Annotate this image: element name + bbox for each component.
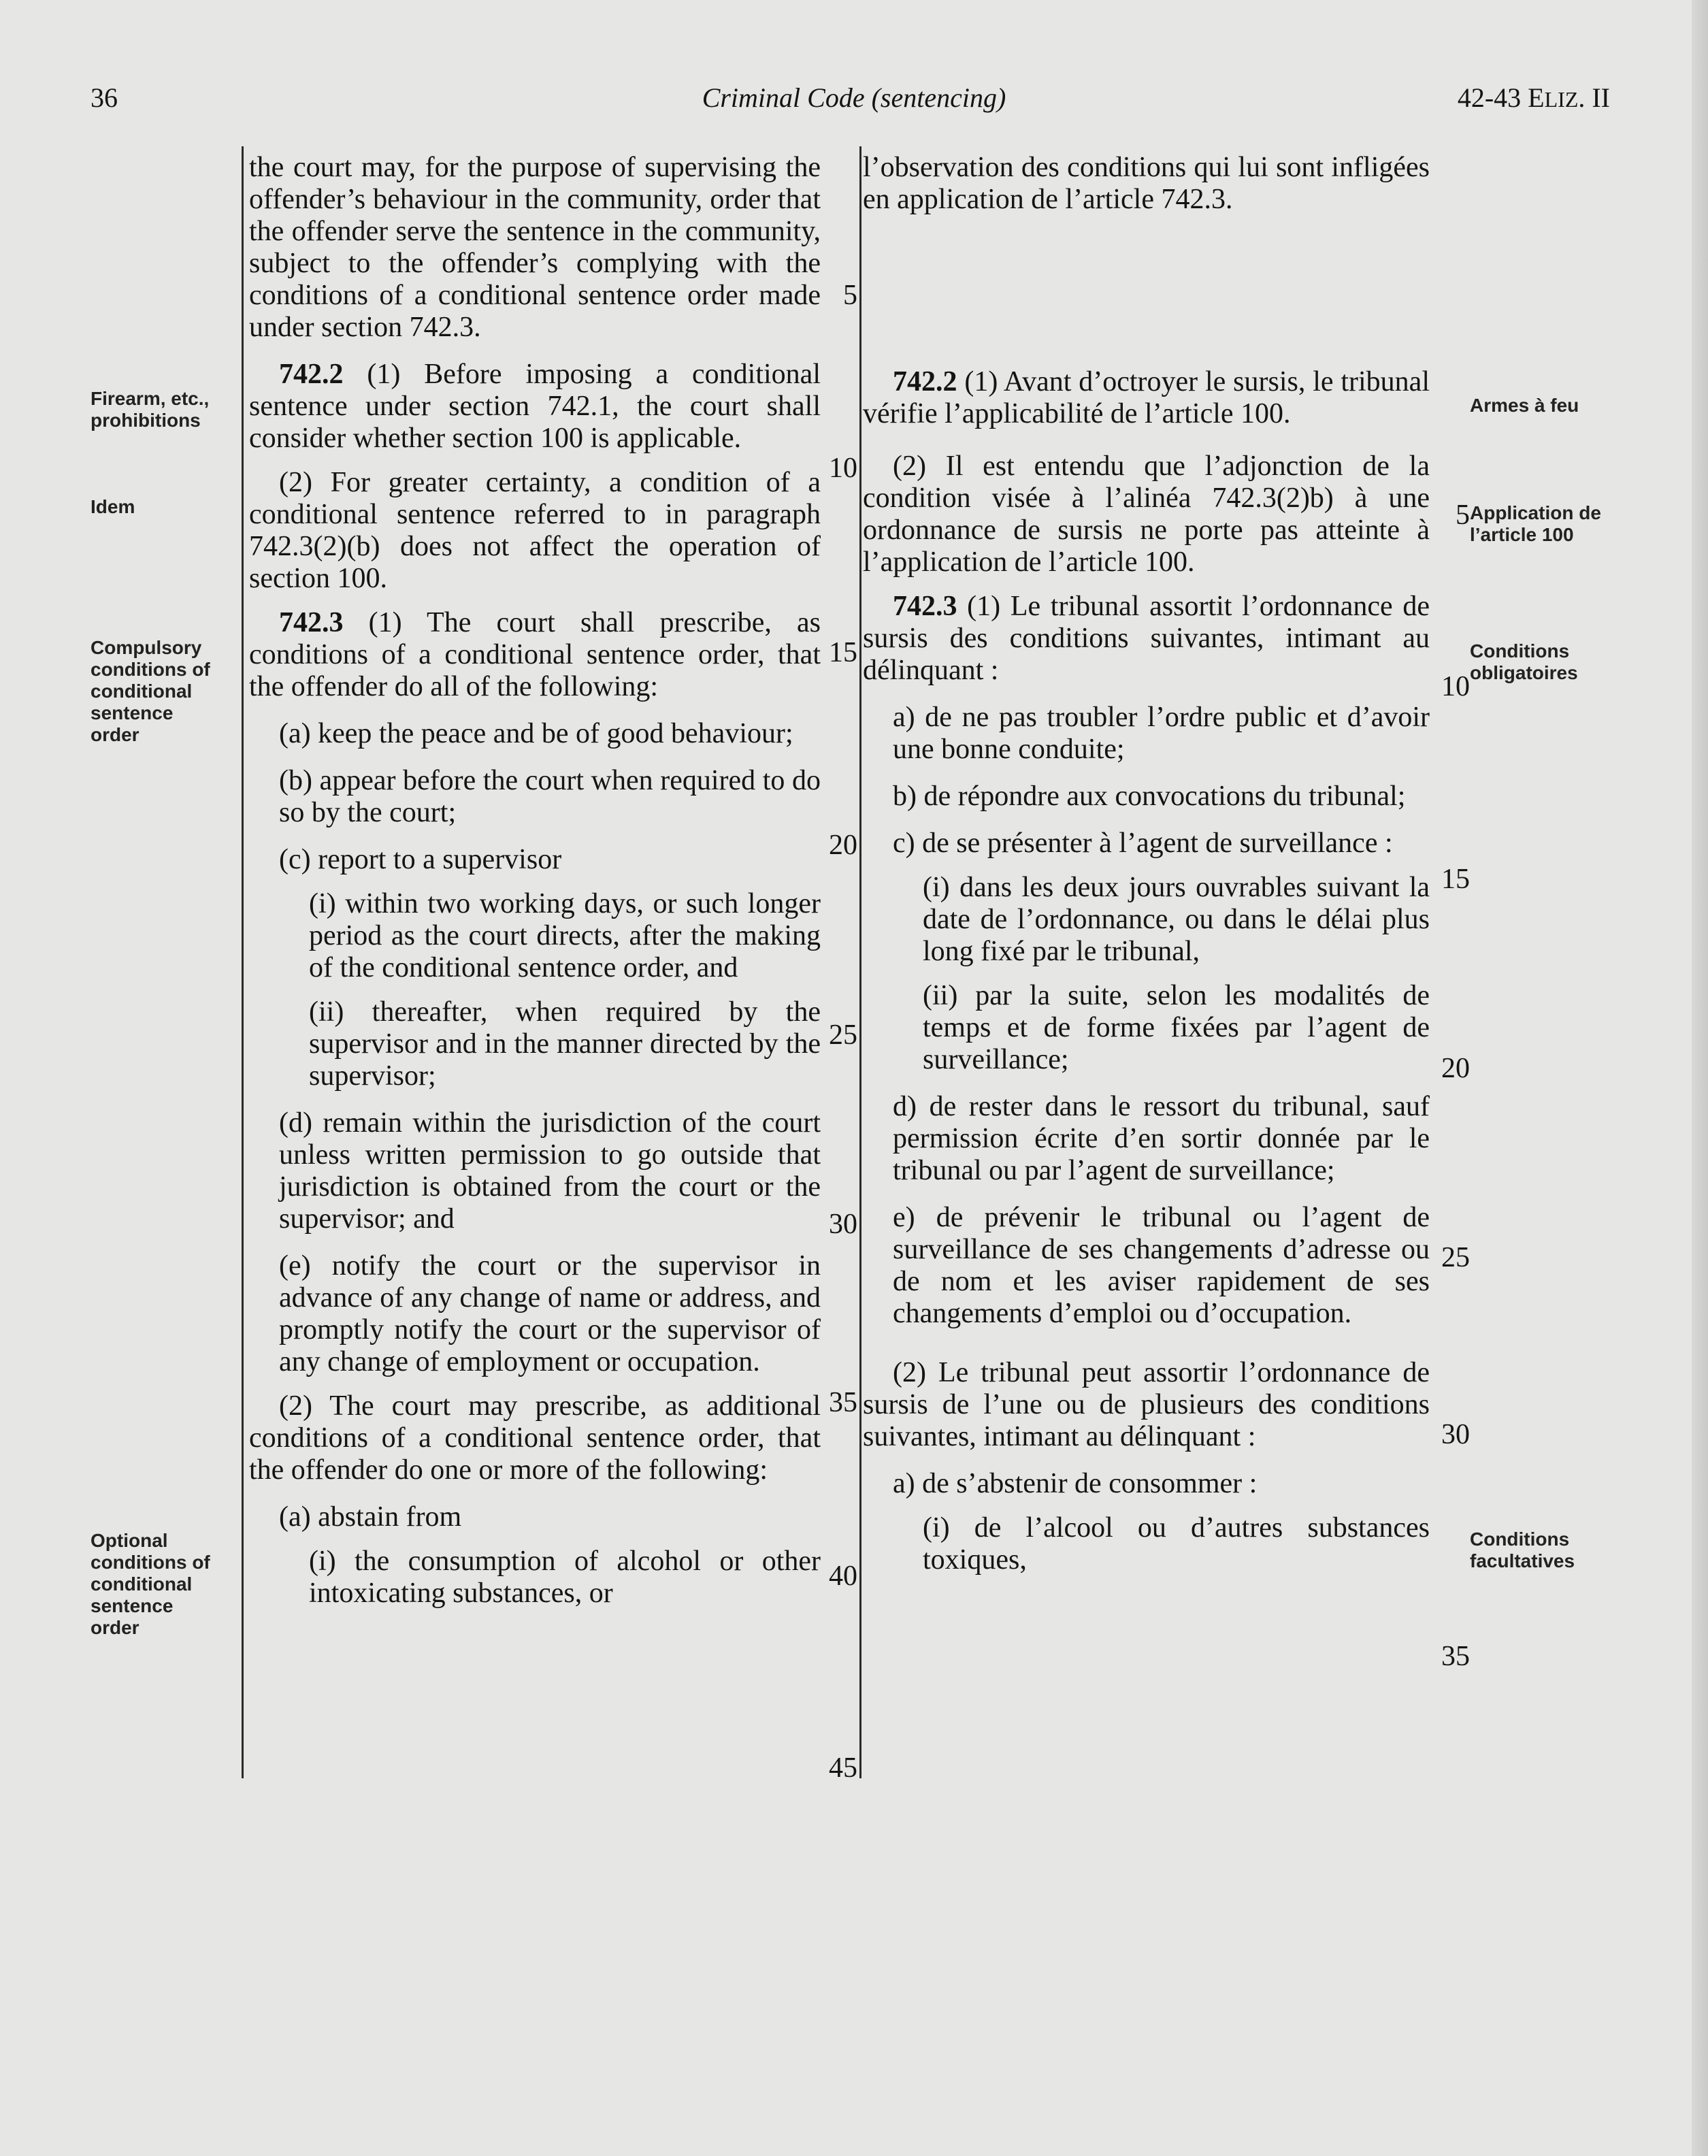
en-paragraph-c: (c) report to a supervisor [279, 844, 562, 875]
en-section-text: (1) Before imposing a conditional sentence under section 742.1, the court shall consider whether section 100 is applicable. [249, 359, 821, 454]
column-rule-center [859, 146, 861, 1778]
en-section-742-2-1 [249, 359, 821, 455]
fr-section-number: 742.2 [893, 366, 957, 397]
running-title: Criminal Code (sentencing) [702, 82, 1006, 113]
en-section-742-3-2: (2) The court may prescribe, as additional conditions of a conditional sentence order, that the offender do one or more of the following: [249, 1390, 821, 1486]
marginal-note-obligatoires: Conditions obligatoires [1470, 640, 1578, 683]
fr-section-742-3-2: (2) Le tribunal peut assortir l’ordonnance de sursis de l’une ou de plusieurs des conditions suivantes, intimant au délinquant : [863, 1357, 1430, 1452]
en-line-number: 25 [829, 1019, 857, 1051]
regnal-year [1458, 82, 1610, 114]
regnal-smallcaps: LIZ [1544, 87, 1579, 112]
column-rule-left [242, 146, 244, 1778]
en-section-742-2-2: (2) For greater certainty, a condition of a conditional sentence referred to in paragraph 742.3(2)(b) does not affect the operation of section 100. [249, 467, 821, 594]
fr-paragraph-a: a) de ne pas troubler l’ordre public et d’avoir une bonne conduite; [893, 702, 1430, 765]
regnal-main: 42-43 E [1457, 82, 1545, 113]
fr-paragraph-e: e) de prévenir le tribunal ou l’agent de surveillance de ses changements d’adresse ou de nom et les aviser rapidement de ses changements d’emploi ou d’occupation. [893, 1202, 1430, 1329]
en-section-text: (1) The court shall prescribe, as conditions of a conditional sentence order, that the offender do all of the following: [249, 607, 821, 702]
marginal-note-firearm: Firearm, etc., prohibitions [91, 388, 210, 431]
marginal-note-optional: Optional conditions of conditional sentence order [91, 1530, 210, 1638]
en-continuation-paragraph: the court may, for the purpose of supervising the offender’s behaviour in the community, order that the offender serve the sentence in the community, subject to the offender’s complying with the conditions of a conditional sentence order made under section 742.3. [249, 152, 821, 343]
en-section-742-3-1 [249, 607, 821, 703]
en-line-number: 45 [829, 1752, 857, 1784]
marginal-note-application: Application de l’article 100 [1470, 502, 1601, 545]
marginal-note-facultatives: Conditions facultatives [1470, 1529, 1575, 1571]
fr-paragraph-b: b) de répondre aux convocations du tribunal; [893, 781, 1406, 812]
en-line-number: 40 [829, 1561, 857, 1592]
en-line-number: 10 [829, 453, 857, 484]
fr-subparagraph-c-ii: (ii) par la suite, selon les modalités de temps et de forme fixées par l’agent de surveillance; [923, 980, 1430, 1075]
fr-line-number: 35 [1441, 1641, 1470, 1672]
en-paragraph-e: (e) notify the court or the supervisor in advance of any change of name or address, and promptly notify the court or the supervisor of any change of employment or occupation. [279, 1250, 821, 1377]
page-number: 36 [91, 82, 118, 113]
fr-section-742-2-2: (2) Il est entendu que l’adjonction de la condition visée à l’alinéa 742.3(2)b) à une ordonnance de sursis ne porte pas atteinte à l’application de l’article 100. [863, 451, 1430, 578]
fr-section-number: 742.3 [893, 591, 957, 622]
fr-section-text: (1) Le tribunal assortit l’ordonnance de sursis des conditions suivantes, intimant au délinquant : [863, 591, 1430, 686]
fr-section-742-3-1 [863, 591, 1430, 687]
marginal-note-armes: Armes à feu [1470, 395, 1579, 416]
fr-optional-a: a) de s’abstenir de consommer : [893, 1468, 1258, 1499]
fr-line-number: 10 [1441, 671, 1470, 702]
fr-continuation-paragraph: l’observation des conditions qui lui sont infligées en application de l’article 742.3. [863, 152, 1430, 215]
page-edge-shadow [1692, 0, 1708, 2156]
en-line-number: 20 [829, 830, 857, 861]
en-paragraph-d: (d) remain within the jurisdiction of the court unless written permission to go outside that jurisdiction is obtained from the court or the supervisor; and [279, 1107, 821, 1235]
en-section-number: 742.3 [279, 607, 344, 638]
en-subparagraph-c-ii: (ii) thereafter, when required by the supervisor and in the manner directed by the supervisor; [309, 996, 821, 1092]
fr-subparagraph-c-i: (i) dans les deux jours ouvrables suivant la date de l’ordonnance, ou dans le délai plus long fixé par le tribunal, [923, 872, 1430, 967]
en-paragraph-a: (a) keep the peace and be of good behaviour; [279, 718, 793, 749]
fr-paragraph-d: d) de rester dans le ressort du tribunal, sauf permission écrite d’en sortir donnée par le tribunal ou par l’agent de surveillance; [893, 1091, 1430, 1186]
en-line-number: 5 [843, 280, 857, 311]
fr-section-text: (1) Avant d’octroyer le sursis, le tribunal vérifie l’applicabilité de l’article 100. [863, 366, 1430, 429]
french-column [863, 152, 1430, 1576]
fr-line-number: 15 [1441, 864, 1470, 895]
regnal-tail: . II [1578, 82, 1610, 113]
en-line-number: 35 [829, 1387, 857, 1418]
fr-line-number: 5 [1456, 500, 1470, 531]
fr-line-number: 25 [1441, 1242, 1470, 1273]
en-line-number: 15 [829, 637, 857, 668]
marginal-note-compulsory: Compulsory conditions of conditional sentence order [91, 637, 210, 745]
fr-paragraph-c: c) de se présenter à l’agent de surveillance : [893, 828, 1393, 859]
english-column [249, 152, 821, 1610]
fr-optional-a-i: (i) de l’alcool ou d’autres substances toxiques, [923, 1512, 1430, 1575]
marginal-note-idem: Idem [91, 496, 135, 517]
en-subparagraph-c-i: (i) within two working days, or such longer period as the court directs, after the making of the conditional sentence order, and [309, 888, 821, 983]
fr-line-number: 30 [1441, 1419, 1470, 1450]
en-paragraph-b: (b) appear before the court when required to do so by the court; [279, 765, 821, 828]
en-section-number: 742.2 [279, 359, 344, 390]
en-line-number: 30 [829, 1209, 857, 1240]
fr-line-number: 20 [1441, 1053, 1470, 1084]
fr-section-742-2-1 [863, 366, 1430, 430]
en-optional-a: (a) abstain from [279, 1501, 462, 1533]
en-optional-a-i: (i) the consumption of alcohol or other intoxicating substances, or [309, 1546, 821, 1609]
